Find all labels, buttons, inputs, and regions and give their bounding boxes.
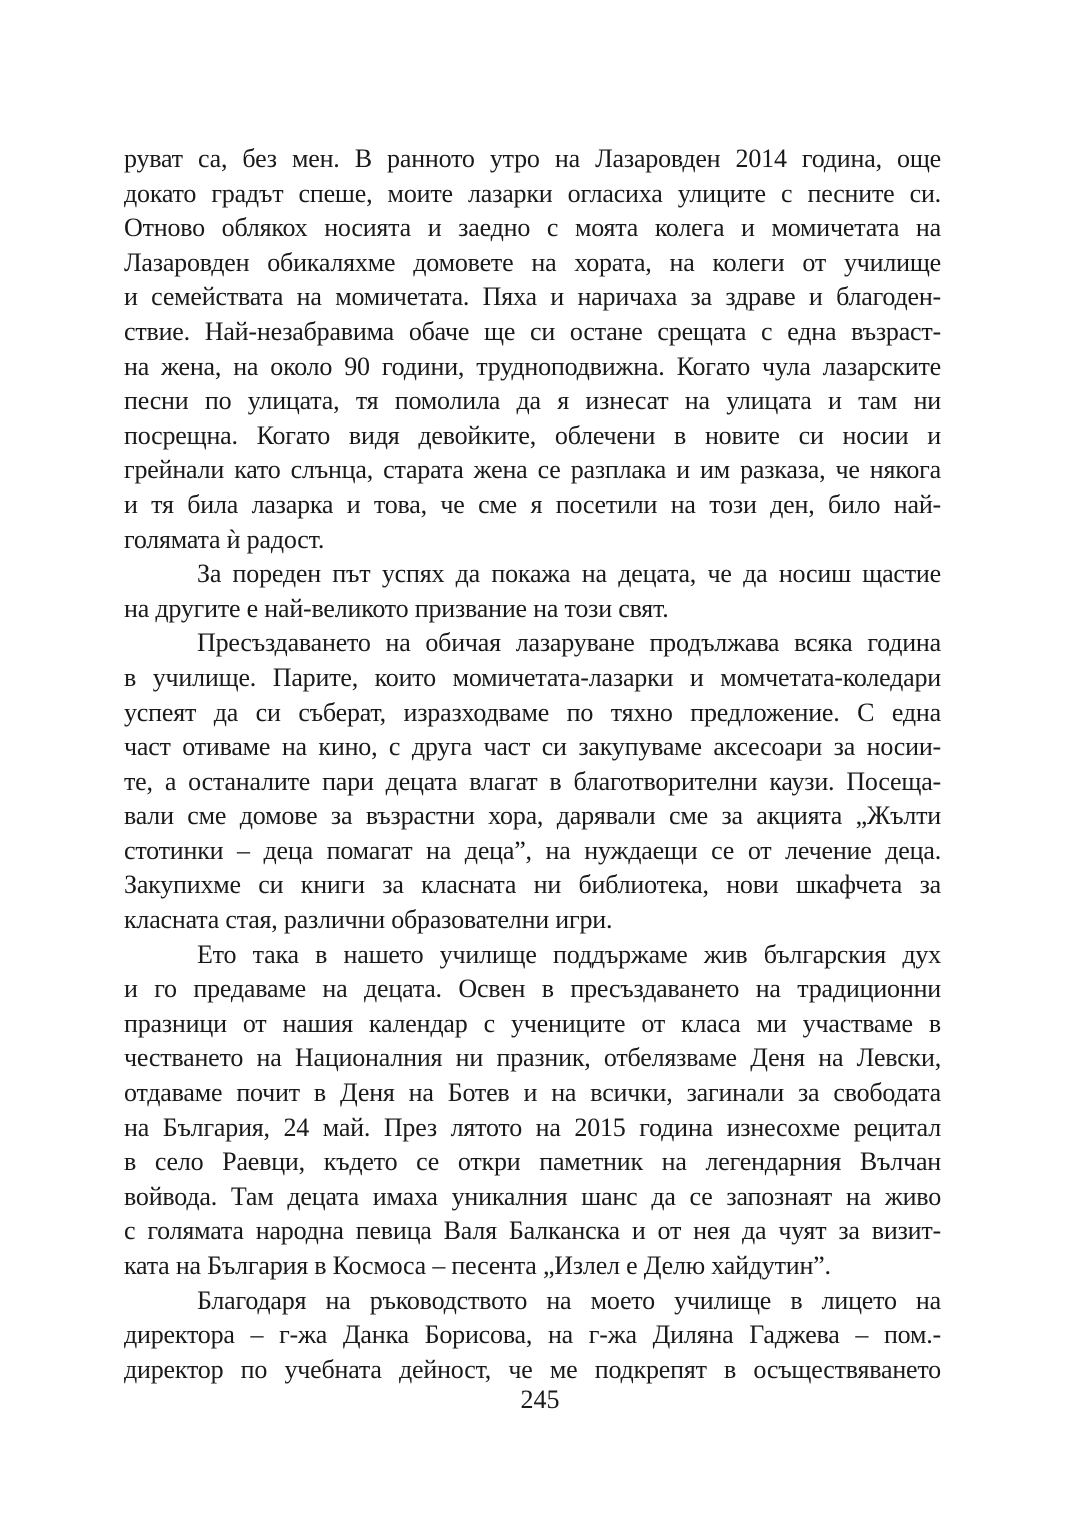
text-line: и тя била лазарка и това, че сме я посетили на този ден, било най-	[124, 489, 941, 519]
text-line: руват са, без мен. В ранното утро на Лазаровден 2014 година, още	[124, 144, 941, 173]
text-line: За пореден път успях да покажа на децата, че да носиш щастие	[197, 559, 941, 589]
text-line: вали сме домове за възрастни хора, дарявали сме за акцията „Жълти	[124, 801, 941, 831]
text-line: войвода. Там децата имаха уникалния шанс да се запознаят на живо	[124, 1181, 941, 1211]
text-line: ката на България в Космоса – песента „Излел е Делю хайдутин”.	[124, 1251, 831, 1280]
text-line: честването на Националния ни празник, отбелязваме Деня на Левски,	[124, 1043, 941, 1073]
text-line: грейнали като слънца, старата жена се разплака и им разказа, че някога	[124, 455, 941, 485]
text-line: в училище. Парите, които момичетата-лазарки и момчетата-коледари	[124, 662, 941, 692]
text-line: те, а останалите пари децата влагат в благотворителни каузи. Посеща-	[124, 766, 941, 796]
text-line: стотинки – деца помагат на деца”, на нуждаещи се от лечение деца.	[124, 835, 941, 865]
text-line: посрещна. Когато видя девойките, облечени в новите си носии и	[124, 420, 941, 450]
body-text	[124, 142, 941, 1387]
text-line: директор по учебната дейност, че ме подкрепят в осъществяването	[124, 1354, 941, 1384]
paragraph	[124, 557, 941, 626]
text-line: Закупихме си книги за класната ни библиотека, нови шкафчета за	[124, 870, 941, 900]
text-line: на другите е най-великото призвание на този свят.	[124, 593, 669, 623]
paragraph	[124, 142, 941, 557]
text-line: Лазаровден обикаляхме домовете на хората, на колеги от училище	[124, 247, 941, 277]
text-line: успеят да си съберат, изразходваме по тяхно предложение. С една	[124, 697, 941, 727]
text-line: с голямата народна певица Валя Балканска и от нея да чуят за визит-	[124, 1216, 941, 1246]
page-number: 245	[520, 1385, 560, 1414]
text-line: класната стая, различни образователни игри.	[124, 905, 613, 935]
text-line: на България, 24 май. През лятото на 2015 година изнесохме рецитал	[124, 1112, 941, 1142]
text-line: Отново облякох носията и заедно с моята колега и момичетата на	[124, 213, 941, 243]
text-line: песни по улицата, тя помолила да я изнесат на улицата и там ни	[124, 386, 941, 416]
text-line: празници от нашия календар с учениците от класа ми участваме в	[124, 1008, 941, 1038]
text-line: отдаваме почит в Деня на Ботев и на всички, загинали за свободата	[124, 1078, 941, 1108]
text-line: Благодаря на ръководството на моето училище в лицето на	[197, 1285, 941, 1315]
text-line: в село Раевци, където се откри паметник на легендарния Вълчан	[124, 1147, 941, 1177]
text-line: директора – г-жа Данка Борисова, на г-жа Диляна Гаджева – пом.-	[124, 1320, 941, 1350]
text-line: Пресъздаването на обичая лазаруване продължава всяка година	[197, 628, 941, 658]
paragraph	[124, 626, 941, 937]
paragraph	[124, 938, 941, 1284]
paragraph	[124, 1284, 941, 1388]
text-line: и семействата на момичетата. Пяха и наричаха за здраве и благоден-	[124, 282, 941, 312]
text-line: Ето така в нашето училище поддържаме жив българския дух	[197, 939, 941, 969]
text-line: докато градът спеше, моите лазарки огласиха улиците с песните си.	[124, 178, 941, 208]
text-line: на жена, на около 90 години, трудноподвижна. Когато чула лазарските	[124, 351, 941, 381]
text-line: голямата ѝ радост.	[124, 524, 325, 554]
text-line: част отиваме на кино, с друга част си закупуваме аксесоари за носии-	[124, 732, 941, 762]
text-line: и го предаваме на децата. Освен в пресъздаването на традиционни	[124, 974, 941, 1004]
text-line: ствие. Най-незабравима обаче ще си остане срещата с една възраст-	[124, 316, 941, 346]
